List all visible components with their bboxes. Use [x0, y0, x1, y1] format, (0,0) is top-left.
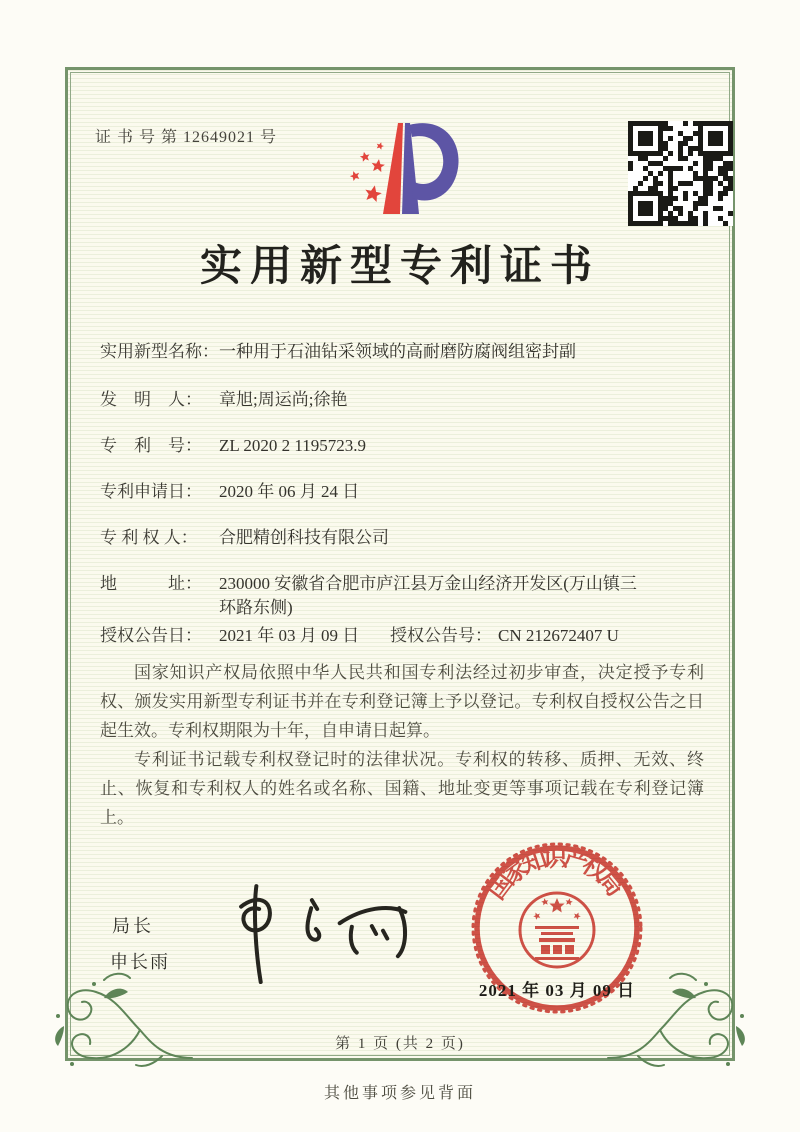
- field-label: 实用新型名称：: [100, 342, 219, 361]
- seal-date: 2021 年 03 月 09 日: [478, 981, 636, 1000]
- field-pair-publication-number: [390, 624, 619, 648]
- field-value: 一种用于石油钻采领域的高耐磨防腐阀组密封副: [219, 342, 576, 361]
- corner-flourish-left-icon: [44, 968, 194, 1073]
- field-row-patentee: [100, 526, 710, 550]
- official-name: 申长雨: [110, 952, 170, 972]
- field-row-patent-number: [100, 434, 710, 458]
- field-value: 章旭;周运尚;徐艳: [219, 390, 348, 409]
- field-row-inventors: [100, 388, 710, 412]
- field-row-name: [100, 340, 710, 364]
- field-value: 2020 年 06 月 24 日: [219, 482, 360, 501]
- field-value: 合肥精创科技有限公司: [219, 528, 389, 547]
- field-row-address: [100, 572, 710, 620]
- field-label: 地 址：: [100, 574, 202, 593]
- certificate-number: 证 书 号 第 12649021 号: [95, 129, 278, 146]
- field-label: 专 利 权 人：: [100, 528, 198, 547]
- field-row-filing-date: [100, 480, 710, 504]
- page-number: 第 1 页 (共 2 页): [335, 1036, 465, 1052]
- field-value: 2021 年 03 月 09 日: [219, 626, 360, 645]
- legal-paragraph-2: 专利证书记载专利权登记时的法律状况。专利权的转移、质押、无效、终止、恢复和专利权人的姓名或名称、国籍、地址变更等事项记载在专利登记簿上。: [100, 750, 704, 827]
- back-side-note: 其他事项参见背面: [323, 1085, 476, 1102]
- field-value: 230000 安徽省合肥市庐江县万金山经济开发区(万山镇三环路东侧): [219, 574, 637, 617]
- cnipa-logo-icon: [338, 116, 470, 234]
- field-label: 授权公告号：: [390, 626, 492, 645]
- field-value: CN 212672407 U: [498, 626, 619, 645]
- legal-paragraph-1: 国家知识产权局依照中华人民共和国专利法经过初步审查，决定授予专利权、颁发实用新型专利证书并在专利登记簿上予以登记。专利权自授权公告之日起生效。专利权期限为十年，自申请日起算。: [100, 663, 704, 740]
- qr-code: [628, 121, 733, 226]
- field-label: 专利申请日：: [100, 482, 202, 501]
- certificate-title: 实用新型专利证书: [199, 244, 600, 290]
- field-row-grant: [100, 624, 710, 648]
- field-label: 授权公告日：: [100, 626, 202, 645]
- svg-text:国家知识产权局: 国家知识产权局: [482, 844, 630, 905]
- director-signature: [212, 878, 422, 986]
- field-value: ZL 2020 2 1195723.9: [219, 436, 367, 455]
- official-title: 局长: [112, 916, 154, 936]
- field-label: 发 明 人：: [100, 390, 202, 409]
- field-label: 专 利 号：: [100, 436, 202, 455]
- legal-text-block: [100, 658, 704, 832]
